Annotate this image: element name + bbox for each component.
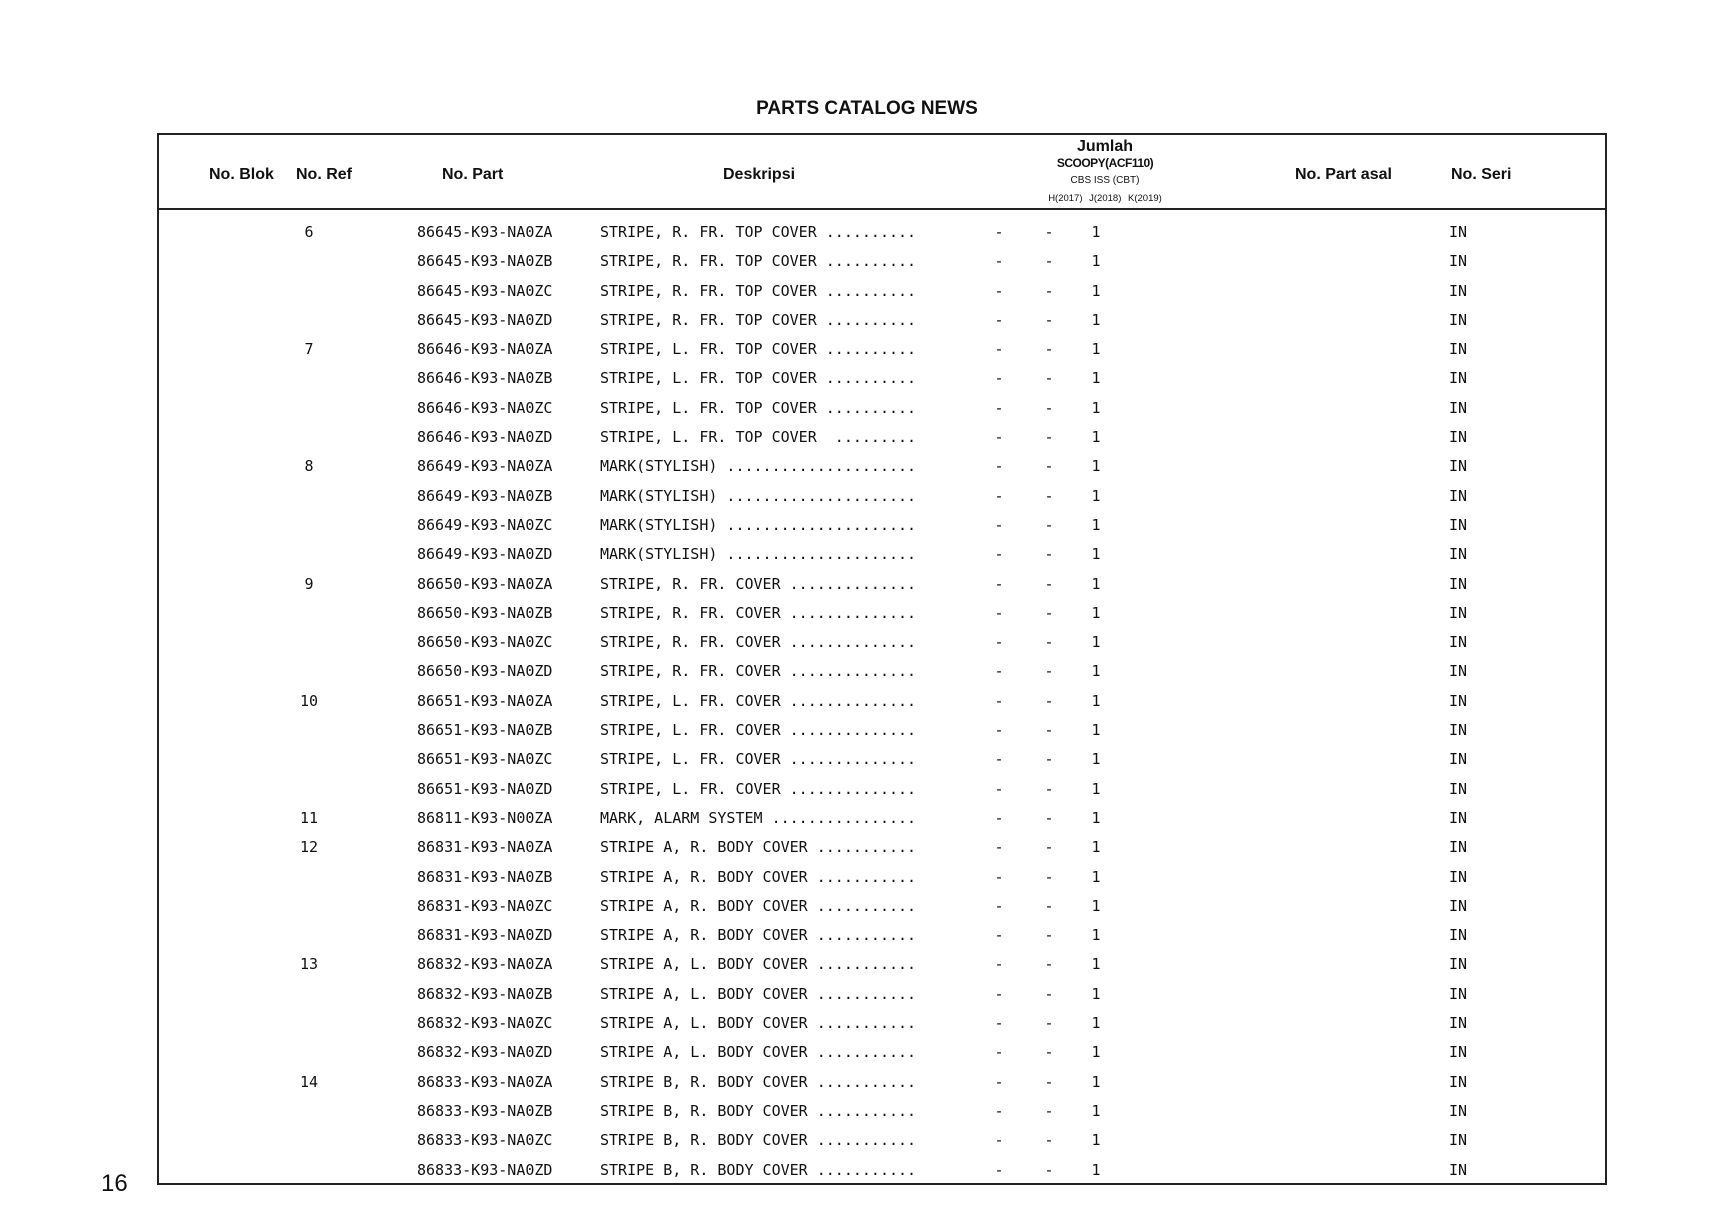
table-row [159,837,1605,866]
qty-j2018-cell: - [1044,486,1054,505]
table-row [159,954,1605,983]
qty-k2019-cell: 1 [1091,721,1101,740]
table-row [159,984,1605,1013]
ref-cell: 6 [304,223,314,241]
table-row [159,1013,1605,1042]
table-row [159,779,1605,808]
part-number-cell: 86833-K93-NA0ZC [417,1131,553,1150]
part-number-cell: 86831-K93-NA0ZC [417,896,553,915]
header-no-seri: No. Seri [1451,166,1512,183]
description-cell: STRIPE, L. FR. COVER .............. [600,779,917,798]
part-number-cell: 86650-K93-NA0ZA [417,574,553,593]
table-row [159,515,1605,544]
description-cell: STRIPE, R. FR. TOP COVER .......... [600,252,917,271]
ref-cell: 14 [299,1072,319,1091]
table-row [159,808,1605,837]
qty-j2018-cell: - [1044,223,1054,241]
table-row [159,574,1605,603]
header-years: H(2017) J(2018) K(2019) [1048,193,1162,204]
description-cell: STRIPE B, R. BODY COVER ........... [600,1160,917,1179]
header-no-part: No. Part [442,166,504,183]
serial-cell: IN [1449,398,1468,417]
part-number-cell: 86831-K93-NA0ZA [417,838,553,857]
serial-cell: IN [1449,281,1468,300]
parts-table [157,133,1607,1185]
qty-h2017-cell: - [994,808,1004,827]
qty-h2017-cell: - [994,1014,1004,1033]
part-number-cell: 86649-K93-NA0ZB [417,486,553,505]
table-row [159,867,1605,896]
description-cell: STRIPE B, R. BODY COVER ........... [600,1131,917,1150]
qty-j2018-cell: - [1044,252,1054,271]
part-number-cell: 86645-K93-NA0ZA [417,223,553,241]
qty-h2017-cell: - [994,750,1004,769]
part-number-cell: 86651-K93-NA0ZB [417,721,553,740]
qty-h2017-cell: - [994,662,1004,681]
header-jumlah-group [965,138,1245,205]
serial-cell: IN [1449,750,1468,769]
ref-cell: 10 [299,691,319,710]
qty-j2018-cell: - [1044,574,1054,593]
qty-k2019-cell: 1 [1091,838,1101,857]
serial-cell: IN [1449,574,1468,593]
table-row [159,1160,1605,1189]
qty-j2018-cell: - [1044,721,1054,740]
part-number-cell: 86832-K93-NA0ZC [417,1014,553,1033]
qty-h2017-cell: - [994,369,1004,388]
qty-j2018-cell: - [1044,281,1054,300]
description-cell: STRIPE, L. FR. TOP COVER .......... [600,398,917,417]
ref-cell: 7 [304,340,314,359]
table-row [159,749,1605,778]
table-row [159,661,1605,690]
qty-j2018-cell: - [1044,1160,1054,1179]
serial-cell: IN [1449,896,1468,915]
qty-h2017-cell: - [994,281,1004,300]
qty-j2018-cell: - [1044,428,1054,447]
qty-h2017-cell: - [994,340,1004,359]
part-number-cell: 86649-K93-NA0ZC [417,515,553,534]
part-number-cell: 86645-K93-NA0ZD [417,310,553,329]
qty-h2017-cell: - [994,1072,1004,1091]
qty-k2019-cell: 1 [1091,457,1101,476]
serial-cell: IN [1449,603,1468,622]
qty-k2019-cell: 1 [1091,369,1101,388]
qty-k2019-cell: 1 [1091,1101,1101,1120]
qty-k2019-cell: 1 [1091,310,1101,329]
qty-j2018-cell: - [1044,1072,1054,1091]
qty-h2017-cell: - [994,428,1004,447]
description-cell: STRIPE B, R. BODY COVER ........... [600,1101,917,1120]
qty-h2017-cell: - [994,926,1004,945]
serial-cell: IN [1449,223,1468,241]
serial-cell: IN [1449,779,1468,798]
qty-h2017-cell: - [994,223,1004,241]
qty-j2018-cell: - [1044,867,1054,886]
description-cell: STRIPE, R. FR. COVER .............. [600,603,917,622]
qty-j2018-cell: - [1044,662,1054,681]
qty-k2019-cell: 1 [1091,691,1101,710]
qty-k2019-cell: 1 [1091,281,1101,300]
ref-cell: 9 [304,574,314,593]
qty-k2019-cell: 1 [1091,896,1101,915]
table-row [159,222,1605,251]
qty-k2019-cell: 1 [1091,428,1101,447]
description-cell: STRIPE A, L. BODY COVER ........... [600,1014,917,1033]
qty-h2017-cell: - [994,1160,1004,1179]
qty-k2019-cell: 1 [1091,1160,1101,1179]
description-cell: STRIPE A, L. BODY COVER ........... [600,984,917,1003]
ref-cell: 12 [299,838,319,857]
qty-h2017-cell: - [994,1043,1004,1062]
part-number-cell: 86646-K93-NA0ZA [417,340,553,359]
part-number-cell: 86833-K93-NA0ZB [417,1101,553,1120]
qty-k2019-cell: 1 [1091,750,1101,769]
qty-h2017-cell: - [994,398,1004,417]
serial-cell: IN [1449,1072,1468,1091]
qty-k2019-cell: 1 [1091,633,1101,652]
qty-h2017-cell: - [994,310,1004,329]
table-row [159,896,1605,925]
qty-h2017-cell: - [994,721,1004,740]
description-cell: MARK(STYLISH) ..................... [600,515,917,534]
serial-cell: IN [1449,867,1468,886]
description-cell: STRIPE, L. FR. COVER .............. [600,721,917,740]
serial-cell: IN [1449,1014,1468,1033]
table-row [159,456,1605,485]
qty-k2019-cell: 1 [1091,545,1101,564]
serial-cell: IN [1449,1101,1468,1120]
qty-h2017-cell: - [994,545,1004,564]
qty-j2018-cell: - [1044,926,1054,945]
qty-k2019-cell: 1 [1091,662,1101,681]
part-number-cell: 86651-K93-NA0ZA [417,691,553,710]
serial-cell: IN [1449,955,1468,974]
header-model: SCOOPY(ACF110) [1056,156,1154,170]
description-cell: STRIPE, L. FR. TOP COVER ......... [600,428,917,447]
qty-k2019-cell: 1 [1091,252,1101,271]
qty-k2019-cell: 1 [1091,603,1101,622]
qty-j2018-cell: - [1044,896,1054,915]
table-row [159,720,1605,749]
description-cell: STRIPE, R. FR. TOP COVER .......... [600,281,917,300]
qty-k2019-cell: 1 [1091,955,1101,974]
qty-k2019-cell: 1 [1091,574,1101,593]
serial-cell: IN [1449,252,1468,271]
serial-cell: IN [1449,369,1468,388]
qty-k2019-cell: 1 [1091,1043,1101,1062]
table-header [159,135,1605,210]
table-row [159,339,1605,368]
qty-j2018-cell: - [1044,779,1054,798]
part-number-cell: 86645-K93-NA0ZB [417,252,553,271]
qty-j2018-cell: - [1044,955,1054,974]
part-number-cell: 86646-K93-NA0ZC [417,398,553,417]
qty-h2017-cell: - [994,838,1004,857]
part-number-cell: 86833-K93-NA0ZA [417,1072,553,1091]
qty-j2018-cell: - [1044,691,1054,710]
header-cbs: CBS ISS (CBT) [1070,175,1140,186]
description-cell: STRIPE A, R. BODY COVER ........... [600,838,917,857]
qty-h2017-cell: - [994,1101,1004,1120]
qty-j2018-cell: - [1044,633,1054,652]
description-cell: STRIPE, L. FR. COVER .............. [600,691,917,710]
serial-cell: IN [1449,1043,1468,1062]
part-number-cell: 86645-K93-NA0ZC [417,281,553,300]
table-row [159,1042,1605,1071]
serial-cell: IN [1449,838,1468,857]
serial-cell: IN [1449,515,1468,534]
description-cell: STRIPE, R. FR. TOP COVER .......... [600,223,917,241]
qty-j2018-cell: - [1044,457,1054,476]
qty-h2017-cell: - [994,691,1004,710]
qty-h2017-cell: - [994,457,1004,476]
qty-j2018-cell: - [1044,1101,1054,1120]
qty-h2017-cell: - [994,779,1004,798]
serial-cell: IN [1449,310,1468,329]
description-cell: STRIPE, L. FR. COVER .............. [600,750,917,769]
part-number-cell: 86650-K93-NA0ZD [417,662,553,681]
table-row [159,691,1605,720]
serial-cell: IN [1449,1160,1468,1179]
qty-j2018-cell: - [1044,545,1054,564]
description-cell: STRIPE, R. FR. COVER .............. [600,633,917,652]
serial-cell: IN [1449,428,1468,447]
part-number-cell: 86811-K93-N00ZA [417,808,553,827]
qty-k2019-cell: 1 [1091,398,1101,417]
qty-h2017-cell: - [994,574,1004,593]
serial-cell: IN [1449,545,1468,564]
qty-h2017-cell: - [994,867,1004,886]
qty-j2018-cell: - [1044,984,1054,1003]
qty-h2017-cell: - [994,515,1004,534]
qty-h2017-cell: - [994,984,1004,1003]
part-number-cell: 86650-K93-NA0ZB [417,603,553,622]
ref-cell: 11 [299,808,319,827]
ref-cell: 8 [304,457,314,476]
table-row [159,398,1605,427]
qty-j2018-cell: - [1044,750,1054,769]
description-cell: STRIPE A, L. BODY COVER ........... [600,1043,917,1062]
qty-j2018-cell: - [1044,369,1054,388]
table-row [159,281,1605,310]
description-cell: STRIPE A, R. BODY COVER ........... [600,926,917,945]
qty-h2017-cell: - [994,896,1004,915]
description-cell: MARK(STYLISH) ..................... [600,545,917,564]
header-jumlah: Jumlah [1076,138,1133,155]
description-cell: MARK, ALARM SYSTEM ................ [600,808,917,827]
page-title: PARTS CATALOG NEWS [756,98,978,119]
qty-j2018-cell: - [1044,1043,1054,1062]
table-row [159,632,1605,661]
description-cell: STRIPE, R. FR. COVER .............. [600,662,917,681]
qty-k2019-cell: 1 [1091,1072,1101,1091]
qty-k2019-cell: 1 [1091,926,1101,945]
qty-j2018-cell: - [1044,1014,1054,1033]
part-number-cell: 86832-K93-NA0ZD [417,1043,553,1062]
part-number-cell: 86646-K93-NA0ZD [417,428,553,447]
part-number-cell: 86650-K93-NA0ZC [417,633,553,652]
part-number-cell: 86831-K93-NA0ZD [417,926,553,945]
description-cell: STRIPE B, R. BODY COVER ........... [600,1072,917,1091]
qty-k2019-cell: 1 [1091,867,1101,886]
table-row [159,1130,1605,1159]
part-number-cell: 86832-K93-NA0ZA [417,955,553,974]
header-no-blok: No. Blok [209,166,274,183]
qty-h2017-cell: - [994,603,1004,622]
serial-cell: IN [1449,633,1468,652]
qty-j2018-cell: - [1044,603,1054,622]
qty-h2017-cell: - [994,955,1004,974]
serial-cell: IN [1449,1131,1468,1150]
qty-k2019-cell: 1 [1091,779,1101,798]
qty-h2017-cell: - [994,633,1004,652]
part-number-cell: 86646-K93-NA0ZB [417,369,553,388]
table-row [159,486,1605,515]
qty-j2018-cell: - [1044,515,1054,534]
table-body [159,222,1605,1189]
qty-j2018-cell: - [1044,838,1054,857]
description-cell: STRIPE, L. FR. TOP COVER .......... [600,369,917,388]
qty-j2018-cell: - [1044,1131,1054,1150]
qty-h2017-cell: - [994,1131,1004,1150]
header-deskripsi: Deskripsi [723,166,796,183]
description-cell: MARK(STYLISH) ..................... [600,486,917,505]
description-cell: STRIPE A, R. BODY COVER ........... [600,896,917,915]
part-number-cell: 86831-K93-NA0ZB [417,867,553,886]
qty-k2019-cell: 1 [1091,1131,1101,1150]
description-cell: STRIPE, R. FR. TOP COVER .......... [600,310,917,329]
serial-cell: IN [1449,721,1468,740]
serial-cell: IN [1449,340,1468,359]
qty-j2018-cell: - [1044,310,1054,329]
part-number-cell: 86651-K93-NA0ZD [417,779,553,798]
part-number-cell: 86651-K93-NA0ZC [417,750,553,769]
table-row [159,1072,1605,1101]
page-number: 16 [101,1170,128,1197]
qty-j2018-cell: - [1044,398,1054,417]
description-cell: MARK(STYLISH) ..................... [600,457,917,476]
qty-j2018-cell: - [1044,808,1054,827]
header-no-part-asal: No. Part asal [1295,166,1392,183]
qty-h2017-cell: - [994,252,1004,271]
part-number-cell: 86649-K93-NA0ZA [417,457,553,476]
serial-cell: IN [1449,457,1468,476]
part-number-cell: 86649-K93-NA0ZD [417,545,553,564]
part-number-cell: 86833-K93-NA0ZD [417,1160,553,1179]
serial-cell: IN [1449,486,1468,505]
table-row [159,368,1605,397]
description-cell: STRIPE, R. FR. COVER .............. [600,574,917,593]
qty-k2019-cell: 1 [1091,486,1101,505]
table-row [159,310,1605,339]
table-row [159,251,1605,280]
serial-cell: IN [1449,808,1468,827]
serial-cell: IN [1449,926,1468,945]
qty-k2019-cell: 1 [1091,515,1101,534]
description-cell: STRIPE A, R. BODY COVER ........... [600,867,917,886]
part-number-cell: 86832-K93-NA0ZB [417,984,553,1003]
table-row [159,544,1605,573]
qty-k2019-cell: 1 [1091,1014,1101,1033]
ref-cell: 13 [299,955,319,974]
qty-k2019-cell: 1 [1091,223,1101,241]
qty-h2017-cell: - [994,486,1004,505]
description-cell: STRIPE A, L. BODY COVER ........... [600,955,917,974]
serial-cell: IN [1449,984,1468,1003]
qty-j2018-cell: - [1044,340,1054,359]
table-row [159,925,1605,954]
qty-k2019-cell: 1 [1091,808,1101,827]
table-row [159,427,1605,456]
table-row [159,603,1605,632]
qty-k2019-cell: 1 [1091,340,1101,359]
serial-cell: IN [1449,662,1468,681]
qty-k2019-cell: 1 [1091,984,1101,1003]
description-cell: STRIPE, L. FR. TOP COVER .......... [600,340,917,359]
header-no-ref: No. Ref [296,166,352,183]
table-row [159,1101,1605,1130]
serial-cell: IN [1449,691,1468,710]
